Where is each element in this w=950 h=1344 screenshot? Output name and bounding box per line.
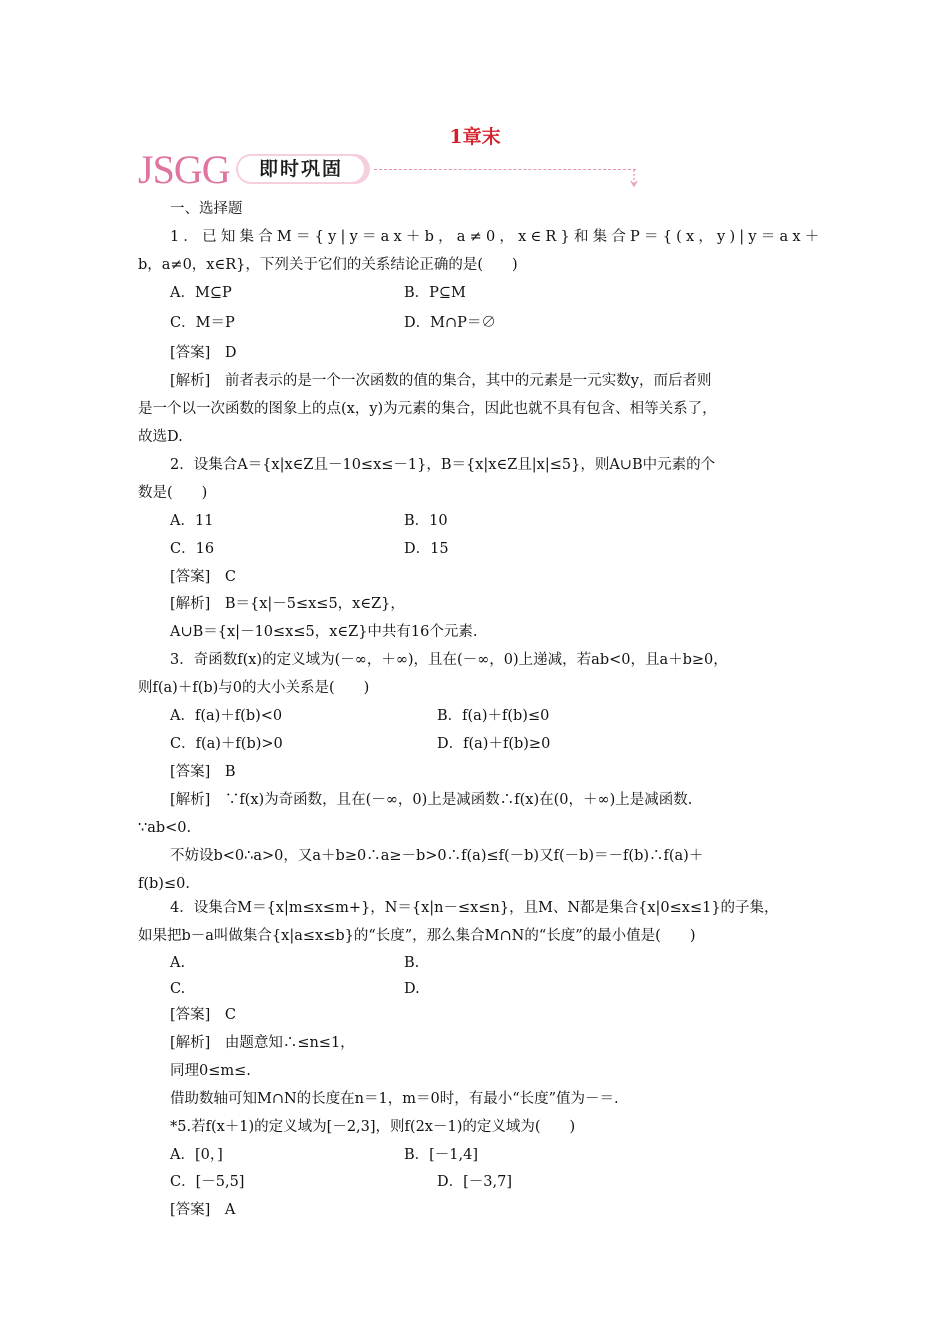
jsgg-logo: JSGG	[138, 147, 230, 192]
option-a: A．f(a)＋f(b)<0	[170, 708, 283, 724]
option-d: D．[－3,7]	[437, 1174, 512, 1190]
banner-dashed-line	[374, 169, 636, 170]
question-text: *5.若f(x＋1)的定义域为[－2,3]，则f(2x－1)的定义域为( )	[170, 1119, 576, 1135]
question-text: 如果把b－a叫做集合{x|a≤x≤b}的“长度”，那么集合M∩N的“长度”的最小值是( )	[138, 928, 696, 944]
explanation: 是一个以一次函数的图象上的点(x，y)为元素的集合，因此也就不具有包含、相等关系了，	[138, 401, 717, 417]
answer: [答案] C	[170, 1007, 236, 1023]
option-c: C．16	[170, 541, 215, 557]
explanation: A∪B＝{x|－10≤x≤5，x∈Z}中共有16个元素.	[170, 624, 478, 640]
option-c: C．f(a)＋f(b)>0	[170, 736, 283, 752]
dashed-arrow-icon	[628, 170, 640, 188]
option-d: D．15	[404, 541, 449, 557]
question-text: 3．奇函数f(x)的定义域为(－∞，＋∞)，且在(－∞，0)上递减，若ab<0，且a＋b≥0，	[170, 652, 728, 668]
option-b: B.	[404, 955, 420, 971]
section-heading: 一、选择题	[170, 201, 243, 217]
question-text: b，a≠0，x∈R}，下列关于它们的关系结论正确的是( )	[138, 257, 518, 273]
option-a: A.	[170, 955, 186, 971]
option-d: D．M∩P＝∅	[404, 315, 496, 331]
explanation: 同理0≤m≤.	[170, 1063, 251, 1079]
answer: [答案] A	[170, 1202, 236, 1218]
answer: [答案] C	[170, 569, 236, 585]
option-b: B．P⊆M	[404, 285, 466, 301]
question-text: 则f(a)＋f(b)与0的大小关系是( )	[138, 680, 370, 696]
option-c: C．[－5,5]	[170, 1174, 245, 1190]
question-text: 2．设集合A＝{x|x∈Z且－10≤x≤－1}，B＝{x|x∈Z且|x|≤5}，则A∪B中元素的个	[170, 457, 716, 473]
option-b: B．10	[404, 513, 448, 529]
explanation: f(b)≤0.	[138, 876, 190, 892]
option-a: A．11	[170, 513, 214, 529]
chapter-title: 1章末	[449, 126, 501, 148]
option-b: B．f(a)＋f(b)≤0	[437, 708, 550, 724]
jsgg-banner	[138, 147, 638, 192]
answer: [答案] B	[170, 764, 236, 780]
explanation: 不妨设b<0∴a>0，又a＋b≥0∴a≥－b>0∴f(a)≤f(－b)又f(－b)＝－f(b)∴f(a)＋	[170, 848, 704, 864]
option-a: A．[0，]	[170, 1147, 223, 1163]
option-c: C．M＝P	[170, 315, 235, 331]
explanation: ∵ab<0.	[138, 820, 192, 836]
explanation: [解析] ∵f(x)为奇函数，且在(－∞，0)上是减函数∴f(x)在(0，＋∞)上是减函数.	[170, 792, 693, 808]
explanation: [解析] 由题意知∴≤n≤1，	[170, 1035, 355, 1051]
answer: [答案] D	[170, 345, 237, 361]
question-text: 数是( )	[138, 485, 208, 501]
explanation: 借助数轴可知M∩N的长度在n＝1，m＝0时，有最小“长度”值为－＝.	[170, 1091, 619, 1107]
option-a: A．M⊆P	[170, 285, 232, 301]
explanation: 故选D.	[138, 429, 183, 445]
explanation: [解析] B＝{x|－5≤x≤5，x∈Z}，	[170, 596, 405, 612]
option-c: C.	[170, 981, 186, 997]
question-text: 1．已知集合M＝{y|y＝ax＋b，a≠0，x∈R}和集合P＝{(x，y)|y＝ax＋	[170, 229, 824, 245]
question-text: 4．设集合M＝{x|m≤x≤m+}，N＝{x|n－≤x≤n}，且M、N都是集合{x|0≤x≤1}的子集，	[170, 900, 779, 916]
option-d: D.	[404, 981, 420, 997]
banner-pill	[236, 154, 370, 184]
option-b: B．[－1,4]	[404, 1147, 479, 1163]
explanation: [解析] 前者表示的是一个一次函数的值的集合，其中的元素是一元实数y，而后者则	[170, 373, 712, 389]
option-d: D．f(a)＋f(b)≥0	[437, 736, 551, 752]
banner-label: 即时巩固	[238, 156, 364, 182]
